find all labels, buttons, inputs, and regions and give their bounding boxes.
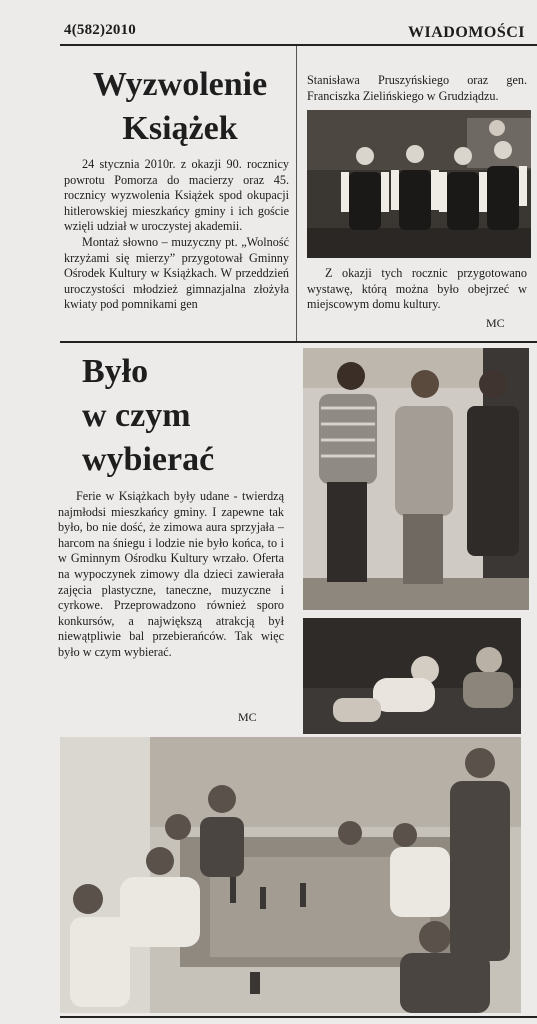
choir-photo bbox=[307, 110, 531, 258]
article2-signature: MC bbox=[238, 710, 257, 724]
article1-title-line1: Wyzwolenie bbox=[92, 66, 268, 103]
column-divider bbox=[296, 46, 297, 341]
article2-title-line3: wybierać bbox=[82, 441, 215, 478]
section-rule bbox=[60, 341, 537, 343]
article1-paragraph2: Montaż słowno – muzyczny pt. „Wolność krzyżami się mierzy” przygotował Gminny Ośrodek Kultury w Książkach. W przeddzień uroczystości młodzież gimnazjalna złożyła kwiaty pod pomnikami gen bbox=[64, 234, 289, 312]
article1-continuation bbox=[307, 73, 527, 104]
article1-body bbox=[64, 157, 289, 313]
article2-title-line1: Było bbox=[82, 353, 149, 390]
issue-number: 4(582)2010 bbox=[64, 22, 136, 38]
article1-continuation-text: Stanisława Pruszyńskiego oraz gen. Franciszka Zielińskiego w Grudziądzu. bbox=[307, 73, 527, 103]
article2-body bbox=[58, 489, 284, 661]
article2-title-line2: w czym bbox=[82, 397, 191, 434]
kids-floor-photo bbox=[303, 618, 521, 734]
article1-caption: Z okazji tych rocznic przygotowano wystawę, którą można było obejrzeć w miejscowym domu kultury. bbox=[307, 266, 527, 312]
header-rule bbox=[60, 44, 537, 46]
section-title: WIADOMOŚCI bbox=[408, 24, 526, 41]
article1-paragraph1: 24 stycznia 2010r. z okazji 90. rocznicy powrotu Pomorza do macierzy oraz 45. rocznicy wyzwolenia Książek spod okupacji hitlerowskiej mieszkańcy gminy i ich goście wzięli udział w uroczystej akademii. bbox=[64, 157, 289, 234]
dance-photo bbox=[303, 348, 529, 610]
article2-paragraph1: Ferie w Książkach były udane - twierdzą najmłodsi mieszkańcy gminy. I zapewne tak było, bo nie dość, że zimowa aura sprzyjała – harcom na śniegu i lodzie nie było końca, to i w Gminnym Ośrodku Kultury wrzało. Oferta na wypoczynek zimowy dla dzieci zawierała zajęcia plastyczne, taneczne, muzyczne i cyrkowe. Przeprowadzono również sporo konkursów, a największą atrakcją był niewątpliwie bal przebierańców. Tak więc było w czym wybierać. bbox=[58, 489, 284, 659]
article1-signature: MC bbox=[486, 316, 505, 330]
footer-rule bbox=[60, 1016, 537, 1018]
article1-title-line2: Książek bbox=[122, 110, 238, 147]
workshop-photo bbox=[60, 737, 521, 1013]
